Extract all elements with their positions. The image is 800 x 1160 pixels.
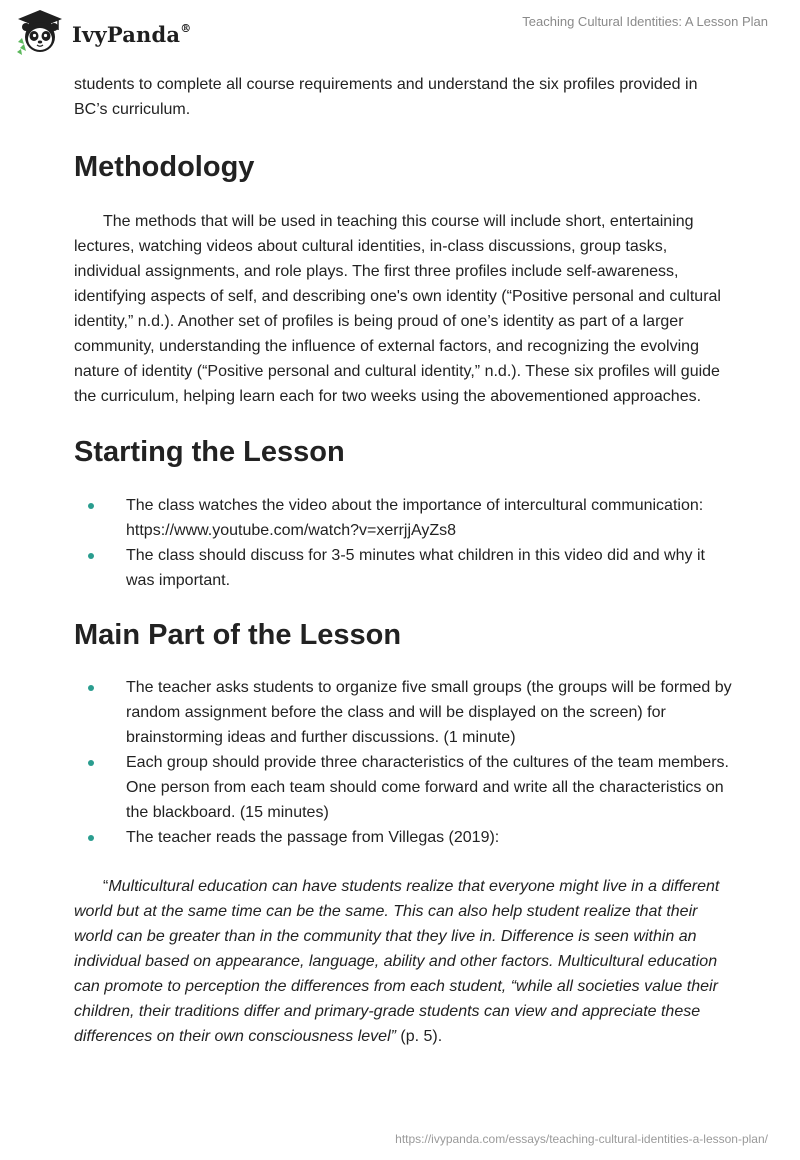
list-item-text: The class should discuss for 3-5 minutes what children in this video did and why it was important. [126, 547, 705, 589]
bullet-icon [88, 503, 94, 509]
methodology-paragraph: The methods that will be used in teaching this course will include short, entertaining lectures, watching videos about cultural identities, in-class discussions, group tasks, individual assignments, and role plays. The first three profiles include self-awareness, identifying aspects of self, and describing one's own identity (“Positive personal and cultural identity,” n.d.). Another set of profiles is being proud of one’s identity as part of a larger community, understanding the influence of external factors, and recognizing the evolving nature of identity (“Positive personal and cultural identity,” n.d.). These six profiles will guide the curriculum, helping learn each for two weeks using the abovementioned approaches. [74, 213, 721, 405]
bullet-icon [88, 685, 94, 691]
list-item [74, 750, 734, 825]
ivypanda-logo[interactable] [14, 8, 191, 56]
list-item-text: The teacher asks students to organize five small groups (the groups will be formed by random assignment before the class and will be displayed on the screen) for brainstorming ideas and further discussions. (1 minute) [126, 679, 732, 746]
list-item [74, 675, 734, 750]
main-part-list [74, 675, 734, 850]
bullet-icon [88, 760, 94, 766]
bullet-icon [88, 835, 94, 841]
document-title: Teaching Cultural Identities: A Lesson Plan [522, 14, 768, 29]
list-item [74, 543, 734, 593]
list-item [74, 825, 734, 850]
brand-name: IvyPanda® [72, 21, 192, 47]
list-item-text: The class watches the video about the importance of intercultural communication: https://www.youtube.com/watch?v=xerrjjAyZs8 [126, 497, 704, 539]
list-item [74, 493, 734, 543]
list-item-text: Each group should provide three characteristics of the cultures of the team members. One person from each team should come forward and write all the characteristics on the blackboard. (15 minutes) [126, 754, 729, 821]
quote-open-mark: “ [103, 878, 109, 895]
bullet-icon [88, 553, 94, 559]
quote-paragraph [74, 874, 734, 1049]
quote-citation: (p. 5). [395, 1028, 443, 1045]
panda-graduate-icon [14, 8, 66, 56]
source-url[interactable]: https://ivypanda.com/essays/teaching-cultural-identities-a-lesson-plan/ [395, 1132, 768, 1146]
heading-starting-lesson: Starting the Lesson [74, 436, 345, 468]
intro-paragraph: students to complete all course requirements and understand the six profiles provided in BC’s curriculum. [74, 76, 698, 118]
page-header [0, 0, 800, 70]
starting-list [74, 493, 734, 593]
heading-main-part: Main Part of the Lesson [74, 619, 402, 651]
registered-mark: ® [180, 21, 192, 35]
quote-text: Multicultural education can have students realize that everyone might live in a different world but at the same time can be the same. This can also help student realize that their world can be greater than in the community that they live in. Difference is seen within an individual based on appearance, language, ability and other factors. Multicultural education can promote to perception the differences from each student, “while all societies value their children, their traditions differ and primary-grade students can view and appreciate these differences on their own consciousness level” [74, 878, 720, 1045]
list-item-text: The teacher reads the passage from Villegas (2019): [126, 829, 500, 846]
heading-methodology: Methodology [74, 151, 255, 183]
article-content [74, 72, 734, 1049]
